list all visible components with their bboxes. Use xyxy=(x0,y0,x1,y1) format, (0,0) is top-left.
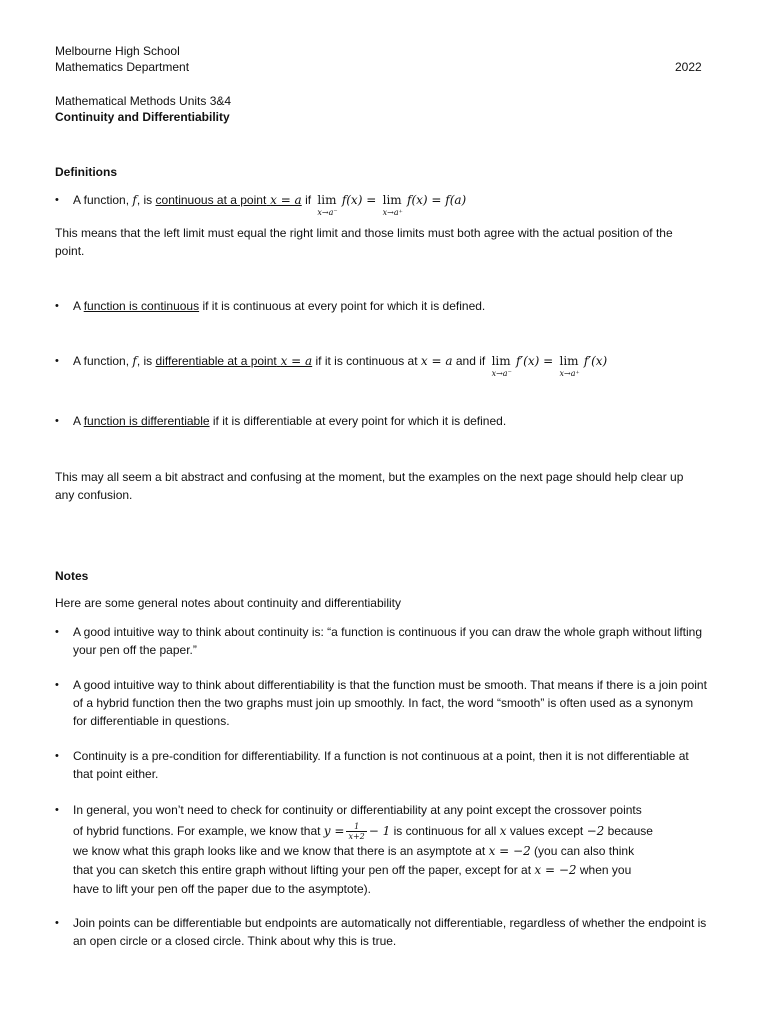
document-year: 2022 xyxy=(675,60,702,74)
bullet: • xyxy=(55,300,59,312)
notes-intro: Here are some general notes about continuity and differentiability xyxy=(55,596,401,610)
text-line: have to lift your pen off the paper due to the asymptote). xyxy=(73,882,371,896)
text-line: we know what this graph looks like and we know that there is an asymptote at x = −2 (you can also think xyxy=(73,844,635,858)
course-title: Mathematical Methods Units 3&4 xyxy=(55,94,232,108)
left-limit: lim x→a⁻ xyxy=(317,193,338,217)
definition-continuous-function xyxy=(73,297,709,315)
math-condition: x = a xyxy=(270,193,302,207)
note-differentiability-intuition: A good intuitive way to think about differentiability is that the function must be smooth. That means if there is a join point of a hybrid function then the two graphs must join up smoothly. In fact, the word “smooth” is often used as a synonym for differentiable in questions. xyxy=(73,678,707,728)
bullet: • xyxy=(55,355,59,367)
definition-continuous-at-point xyxy=(73,191,709,217)
school-name: Melbourne High School xyxy=(55,44,180,58)
math-value: −2 xyxy=(586,824,605,838)
bullet: • xyxy=(55,804,59,816)
text: , is xyxy=(136,193,153,207)
math-asymptote: x = −2 xyxy=(488,844,531,858)
math-f: f xyxy=(132,193,137,207)
text: and if xyxy=(455,354,486,368)
text: , is xyxy=(136,354,153,368)
math-fraction: $\frac{1}{x+2}$ xyxy=(348,822,365,842)
text: if it is continuous at xyxy=(315,354,418,368)
bullet: • xyxy=(55,626,59,638)
math-condition: x = a xyxy=(280,354,313,368)
term-continuous-at-point: continuous at a point xyxy=(155,193,267,207)
text: if xyxy=(305,193,312,207)
math-condition: x = a xyxy=(420,354,453,368)
note-continuity-intuition: A good intuitive way to think about continuity is: “a function is continuous if you can draw the whole graph without lifting your pen off the paper.” xyxy=(73,625,703,657)
math-expression: f′(x) xyxy=(583,354,608,368)
math-expression: − 1 xyxy=(368,824,391,838)
text-line: In general, you won’t need to check for continuity or differentiability at any point except the crossover points xyxy=(73,803,642,817)
topic-title: Continuity and Differentiability xyxy=(55,110,230,124)
text: A xyxy=(73,414,81,428)
term-function-differentiable: function is differentiable xyxy=(83,414,210,428)
math-expression: f′(x) = xyxy=(515,354,554,368)
bullet: • xyxy=(55,679,59,691)
text: A xyxy=(73,299,81,313)
math-asymptote: x = −2 xyxy=(534,863,577,877)
definition-differentiable-function xyxy=(73,412,709,430)
right-limit: lim x→a⁺ xyxy=(382,193,403,217)
text: A function, xyxy=(73,354,130,368)
math-x: x xyxy=(499,824,507,838)
bullet: • xyxy=(55,415,59,427)
note-crossover-points xyxy=(73,801,709,899)
right-limit: lim x→a⁺ xyxy=(559,354,580,378)
term-differentiable-at-point: differentiable at a point xyxy=(155,354,277,368)
text: if it is continuous at every point for which it is defined. xyxy=(202,299,486,313)
definitions-closing: This may all seem a bit abstract and confusing at the moment, but the examples on the next page should help clear up any confusion. xyxy=(55,470,684,502)
definitions-heading: Definitions xyxy=(55,165,117,179)
text: A function, xyxy=(73,193,130,207)
math-expression: f(x) = f(a) xyxy=(407,193,467,207)
text-line: of hybrid functions. For example, we know that y = $\frac{1}{x+2}$ − 1 is continuous for all x values except −2 because xyxy=(73,822,653,842)
bullet: • xyxy=(55,194,59,206)
note-endpoints: Join points can be differentiable but endpoints are automatically not differentiable, regardless of whether the endpoint is an open circle or a closed circle. Think about why this is true. xyxy=(73,916,707,948)
text-line: that you can sketch this entire graph without lifting your pen off the paper, except for at x = −2 when you xyxy=(73,863,632,877)
math-expression: f(x) = xyxy=(341,193,377,207)
bullet: • xyxy=(55,750,59,762)
department-name: Mathematics Department xyxy=(55,60,190,74)
left-limit: lim x→a⁻ xyxy=(491,354,512,378)
math-y: y = xyxy=(323,824,345,838)
bullet: • xyxy=(55,917,59,929)
definition-differentiable-at-point xyxy=(73,352,709,378)
math-f: f xyxy=(132,354,137,368)
term-function-continuous: function is continuous xyxy=(83,299,200,313)
text: if it is differentiable at every point for which it is defined. xyxy=(212,414,507,428)
note-precondition: Continuity is a pre-condition for differentiability. If a function is not continuous at a point, then it is not differentiable at that point either. xyxy=(73,749,689,781)
definition-explanation: This means that the left limit must equal the right limit and those limits must both agree with the actual position of the point. xyxy=(55,226,673,258)
notes-heading: Notes xyxy=(55,569,89,583)
